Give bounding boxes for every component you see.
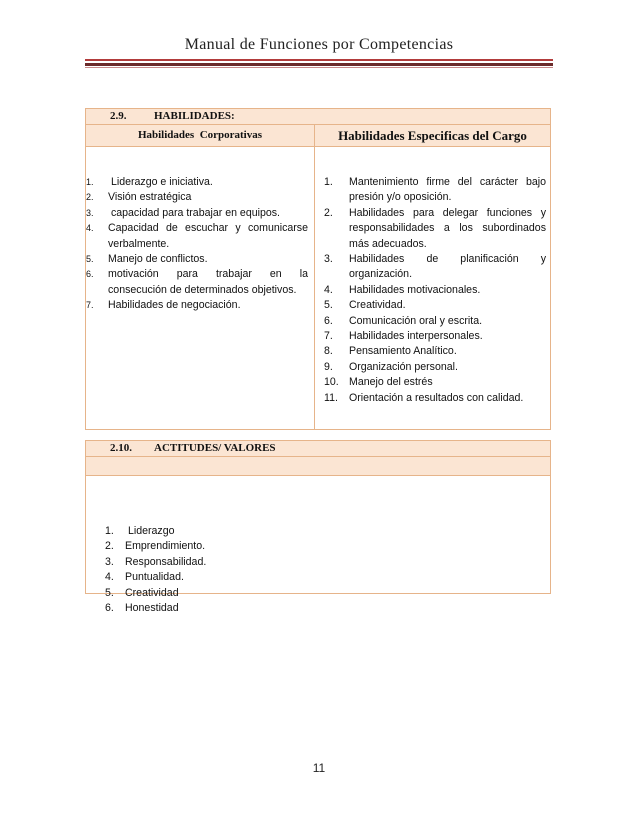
list-item xyxy=(1,252,308,267)
list-item-number: 6. xyxy=(105,602,114,615)
document-header-title: Manual de Funciones por Competencias xyxy=(184,36,454,53)
page-number: 11 xyxy=(312,761,326,775)
list-item xyxy=(315,314,546,329)
list-item-number: 3. xyxy=(86,207,94,218)
list-item xyxy=(315,375,546,390)
list-item xyxy=(86,601,550,616)
column-headers xyxy=(86,125,550,147)
list-item-text: Puntualidad. xyxy=(125,571,184,584)
list-item-text: Visión estratégica xyxy=(108,191,192,204)
list-item-text: Habilidades interpersonales. xyxy=(349,330,483,343)
actitudes-list xyxy=(86,476,550,616)
list-item xyxy=(86,555,550,570)
list-item-text: Emprendimiento. xyxy=(125,540,206,553)
list-item xyxy=(86,524,550,539)
list-item-text: Creatividad. xyxy=(349,299,406,312)
header-rule xyxy=(85,67,553,68)
list-item-number: 7. xyxy=(324,330,333,343)
list-item xyxy=(315,360,546,375)
list-item-text: Honestidad xyxy=(125,602,179,615)
list-item-text: Responsabilidad. xyxy=(125,555,207,568)
section-number: 2.10. xyxy=(110,442,132,454)
list-item-text: Organización personal. xyxy=(349,360,458,373)
list-item-number: 4. xyxy=(86,223,94,234)
column-header-corporativas: Habilidades Corporativas xyxy=(86,125,315,146)
section-title-actitudes xyxy=(86,441,550,457)
list-item-text: Habilidades motivacionales. xyxy=(349,283,481,296)
section-band xyxy=(86,457,550,476)
list-item-text: Comunicación oral y escrita. xyxy=(349,314,483,327)
list-item-number: 3. xyxy=(324,253,333,266)
column-header-especificas: Habilidades Especificas del Cargo xyxy=(338,128,527,143)
list-item-text: Creatividad xyxy=(125,586,179,599)
list-item xyxy=(1,267,311,298)
corporativas-list xyxy=(1,175,311,314)
list-item xyxy=(315,175,549,206)
list-item-number: 1. xyxy=(105,525,114,537)
corporativas-column xyxy=(86,147,315,430)
list-item xyxy=(86,586,550,601)
list-item xyxy=(315,329,546,344)
list-item-text: Habilidades de planificación y organización. xyxy=(349,253,549,281)
list-item-number: 11. xyxy=(324,391,338,404)
list-item xyxy=(315,298,546,313)
header-rule xyxy=(85,59,553,61)
list-item-text: Mantenimiento firme del carácter bajo presión y/o oposición. xyxy=(349,176,549,204)
list-item xyxy=(86,570,550,585)
list-item-number: 2. xyxy=(86,192,94,203)
list-item-text: Capacidad de escuchar y comunicarse verbalmente. xyxy=(108,222,311,250)
list-item-number: 3. xyxy=(105,555,114,568)
list-item-number: 2. xyxy=(105,540,114,553)
list-item-text: motivación para trabajar en la consecución de determinados objetivos. xyxy=(108,268,311,296)
section-number: 2.9. xyxy=(110,110,127,122)
list-item xyxy=(315,283,546,298)
list-item xyxy=(315,344,546,359)
list-item-text: Habilidades de negociación. xyxy=(108,299,241,312)
list-item-number: 4. xyxy=(105,571,114,584)
section-heading: HABILIDADES: xyxy=(154,110,235,122)
list-item-text: capacidad para trabajar en equipos. xyxy=(108,206,280,219)
section-title-habilidades xyxy=(86,109,550,125)
list-item-text: Manejo del estrés xyxy=(349,376,433,389)
list-item-text: Pensamiento Analítico. xyxy=(349,345,457,358)
list-item-number: 10. xyxy=(324,376,339,389)
list-item xyxy=(1,206,308,221)
list-item-text: Manejo de conflictos. xyxy=(108,253,208,266)
list-item-number: 5. xyxy=(324,299,333,312)
list-item-number: 6. xyxy=(324,314,333,327)
habilidades-table xyxy=(85,108,551,430)
list-item-number: 2. xyxy=(324,206,333,219)
list-item xyxy=(1,298,308,313)
list-item-number: 8. xyxy=(324,345,333,358)
list-item-number: 1. xyxy=(86,177,94,187)
list-item-text: Liderazgo e iniciativa. xyxy=(108,176,213,188)
especificas-list xyxy=(315,175,549,406)
list-item-number: 7. xyxy=(86,300,94,311)
list-item-text: Orientación a resultados con calidad. xyxy=(349,391,524,404)
list-item xyxy=(86,539,550,554)
list-item xyxy=(315,391,546,406)
list-item-text: Habilidades para delegar funciones y responsabilidades a los subordinados más adecuados. xyxy=(349,206,549,250)
section-heading: ACTITUDES/ VALORES xyxy=(154,442,276,454)
actitudes-table xyxy=(85,440,551,615)
list-item-number: 6. xyxy=(86,269,94,280)
header-rule xyxy=(85,63,553,66)
list-item xyxy=(1,221,311,252)
list-item-number: 1. xyxy=(324,176,333,188)
list-item xyxy=(315,252,549,283)
list-item xyxy=(1,190,308,205)
list-item-text: Liderazgo xyxy=(125,525,175,537)
list-item-number: 4. xyxy=(324,283,333,296)
list-item-number: 9. xyxy=(324,360,333,373)
list-item-number: 5. xyxy=(105,586,114,599)
habilidades-columns xyxy=(86,147,550,430)
list-item-number: 5. xyxy=(86,254,94,265)
list-item xyxy=(315,206,549,252)
list-item xyxy=(1,175,308,190)
especificas-column xyxy=(315,147,550,430)
